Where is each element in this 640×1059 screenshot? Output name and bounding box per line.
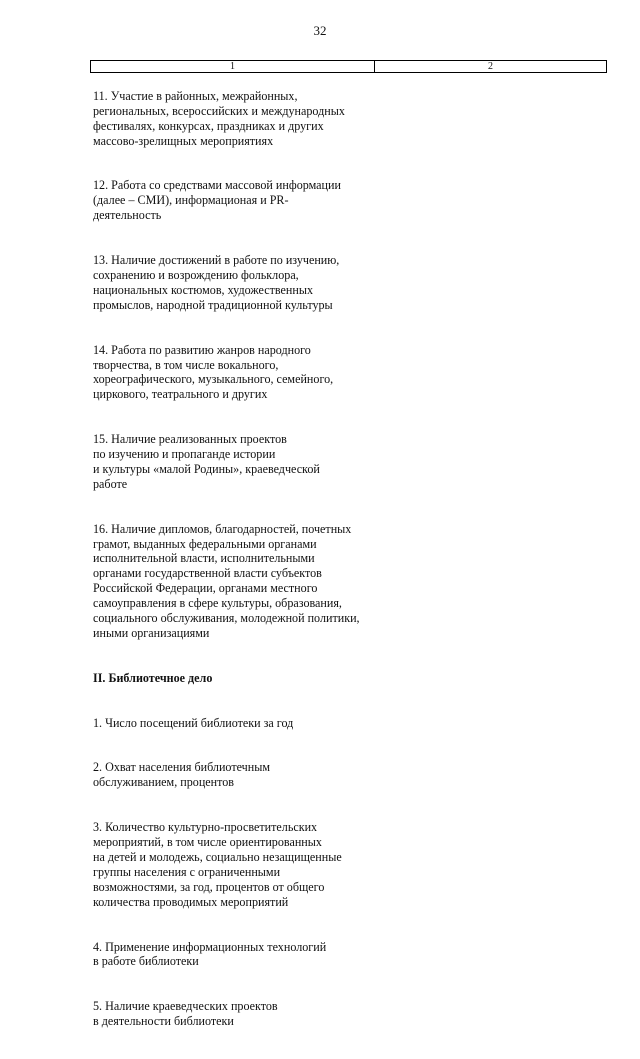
list-item: 1. Число посещений библиотеки за год — [93, 715, 294, 730]
list-item: 12. Работа со средствами массовой информации (далее – СМИ), информационая и PR- деятельность — [93, 178, 341, 223]
list-item: 16. Наличие дипломов, благодарностей, почетных грамот, выданных федеральными органами исполнительной власти, исполнительными органами государственной власти субъектов Российской Федерации, органами местного самоуправления в сфере культуры, образования, социального обслуживания, молодежной политики, иными организациями — [93, 521, 360, 640]
column-1-header: 1 — [91, 61, 375, 73]
criteria-list — [93, 74, 383, 1059]
list-item: 15. Наличие реализованных проектов по изучению и пропаганде истории и культуры «малой Родины», краеведческой работе — [93, 432, 320, 491]
list-item: 13. Наличие достижений в работе по изучению, сохранению и возрождению фольклора, национальных костюмов, художественных промыслов, народной традиционной культуры — [93, 253, 340, 312]
list-item: 5. Наличие краеведческих проектов в деятельности библиотеки — [93, 999, 278, 1029]
column-header-table — [90, 60, 607, 73]
header-row — [91, 61, 607, 73]
list-item: 11. Участие в районных, межрайонных, региональных, всероссийских и международных фестивалях, конкурсах, праздниках и других массово-зрелищных мероприятиях — [93, 88, 345, 148]
section-heading: II. Библиотечное дело — [93, 670, 213, 685]
list-item: 4. Применение информационных технологий в работе библиотеки — [93, 939, 327, 969]
list-item: 14. Работа по развитию жанров народного творчества, в том числе вокального, хореографического, музыкального, семейного, циркового, театрального и других — [93, 342, 334, 402]
page-number: 32 — [313, 23, 327, 38]
column-2-header: 2 — [375, 61, 607, 73]
list-item: 3. Количество культурно-просветительских мероприятий, в том числе ориентированных на детей и молодежь, социально незащищенные группы населения с ограниченными возможностями, за год, процентов от общего количества проводимых мероприятий — [93, 820, 342, 909]
list-item: 2. Охват населения библиотечным обслуживанием, процентов — [93, 760, 271, 790]
